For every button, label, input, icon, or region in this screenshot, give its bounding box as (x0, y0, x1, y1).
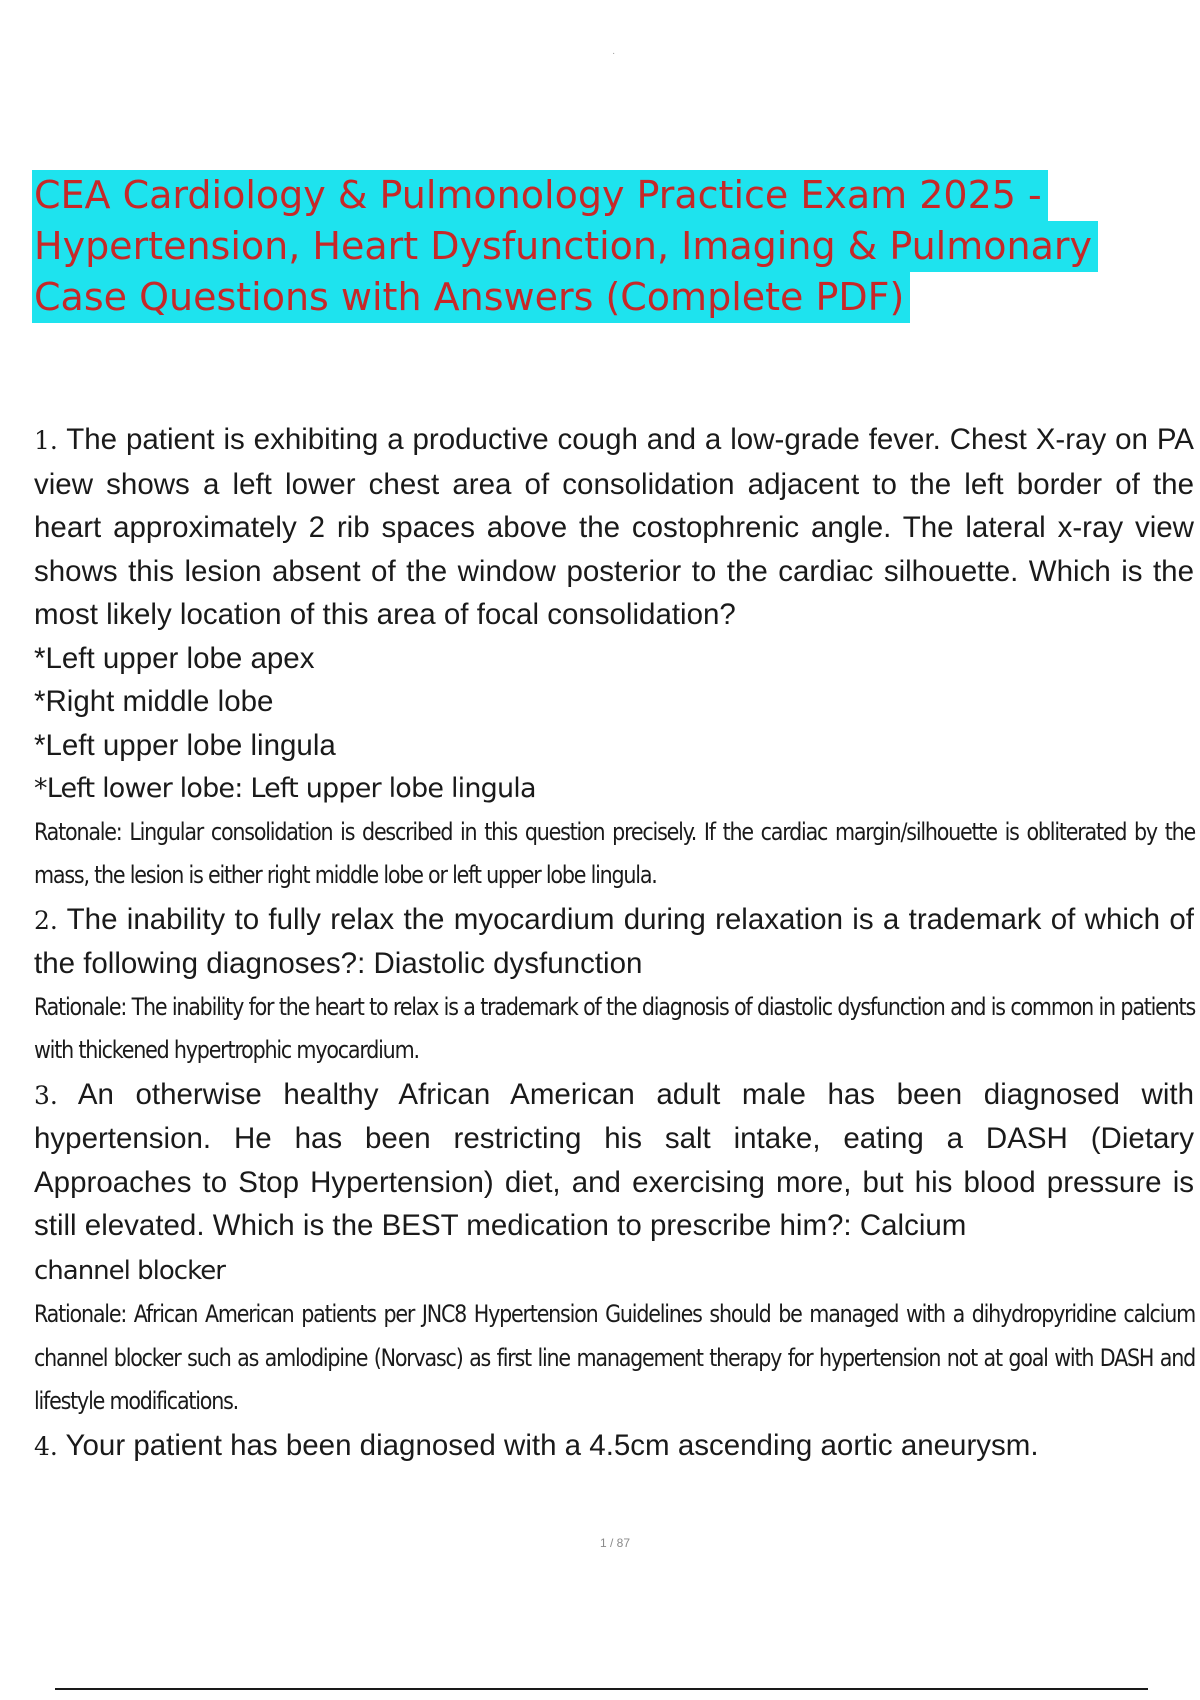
question-3 (34, 1073, 1194, 1248)
question-text: An otherwise healthy African American adult male has been diagnosed with hypertension. He has been restricting his salt intake, eating a DASH (Dietary Approaches to Stop Hypertension) diet, and exercising more, but his blood pressure is still elevated. Which is the BEST medication to prescribe him?: Calcium (34, 1077, 1194, 1242)
option-item: *Left upper lobe apex (34, 641, 315, 675)
question-number: 1. (34, 426, 58, 455)
rationale-1: Ratonale: Lingular consolidation is described in this question precisely. If the cardiac margin/silhouette is obliterated by the mass, the lesion is either right middle lobe or left upper lobe lingula. (34, 817, 1195, 889)
title-line-2: Hypertension, Heart Dysfunction, Imaging & Pulmonary (32, 221, 1098, 272)
question-2 (34, 898, 1194, 986)
question-number: 4. (34, 1431, 58, 1461)
title-line-3: Case Questions with Answers (Complete PDF) (32, 272, 910, 323)
question-4 (34, 1424, 1194, 1469)
question-1 (34, 418, 1194, 637)
question-number: 2. (34, 905, 58, 935)
rationale-3: Rationale: African American patients per JNC8 Hypertension Guidelines should be managed with a dihydropyridine calcium channel blocker such as amlodipine (Norvasc) as first line management therapy for hypertension not at goal with DASH and lifestyle modifications. (34, 1300, 1195, 1415)
rationale-2: Rationale: The inability for the heart to relax is a trademark of the diagnosis of diastolic dysfunction and is common in patients with thickened hypertrophic myocardium. (34, 992, 1195, 1064)
question-number: 3. (34, 1080, 58, 1110)
answer-line: *Left lower lobe: Left upper lobe lingula (34, 773, 536, 804)
question-text: The inability to fully relax the myocardium during relaxation is a trademark of which of the following diagnoses?: Diastolic dysfunction (34, 902, 1194, 980)
answer-continuation: channel blocker (34, 1255, 225, 1286)
document-title (32, 170, 1182, 323)
questions-content (34, 418, 1194, 1468)
top-mark: · (612, 48, 616, 59)
question-text: Your patient has been diagnosed with a 4.5cm ascending aortic aneurysm. (65, 1428, 1039, 1462)
bottom-divider (55, 1688, 1148, 1690)
question-text: The patient is exhibiting a productive cough and a low-grade fever. Chest X-ray on PA view shows a left lower chest area of consolidation adjacent to the left border of the heart approximately 2 rib spaces above the costophrenic angle. The lateral x-ray view shows this lesion absent of the window posterior to the cardiac silhouette. Which is the most likely location of this area of focal consolidation? (34, 423, 1194, 631)
option-item: *Right middle lobe (34, 685, 274, 718)
option-item: *Left upper lobe lingula (34, 728, 336, 762)
title-line-1: CEA Cardiology & Pulmonology Practice Exam 2025 - (32, 170, 1048, 221)
page-indicator: 1 / 87 (600, 1536, 631, 1550)
